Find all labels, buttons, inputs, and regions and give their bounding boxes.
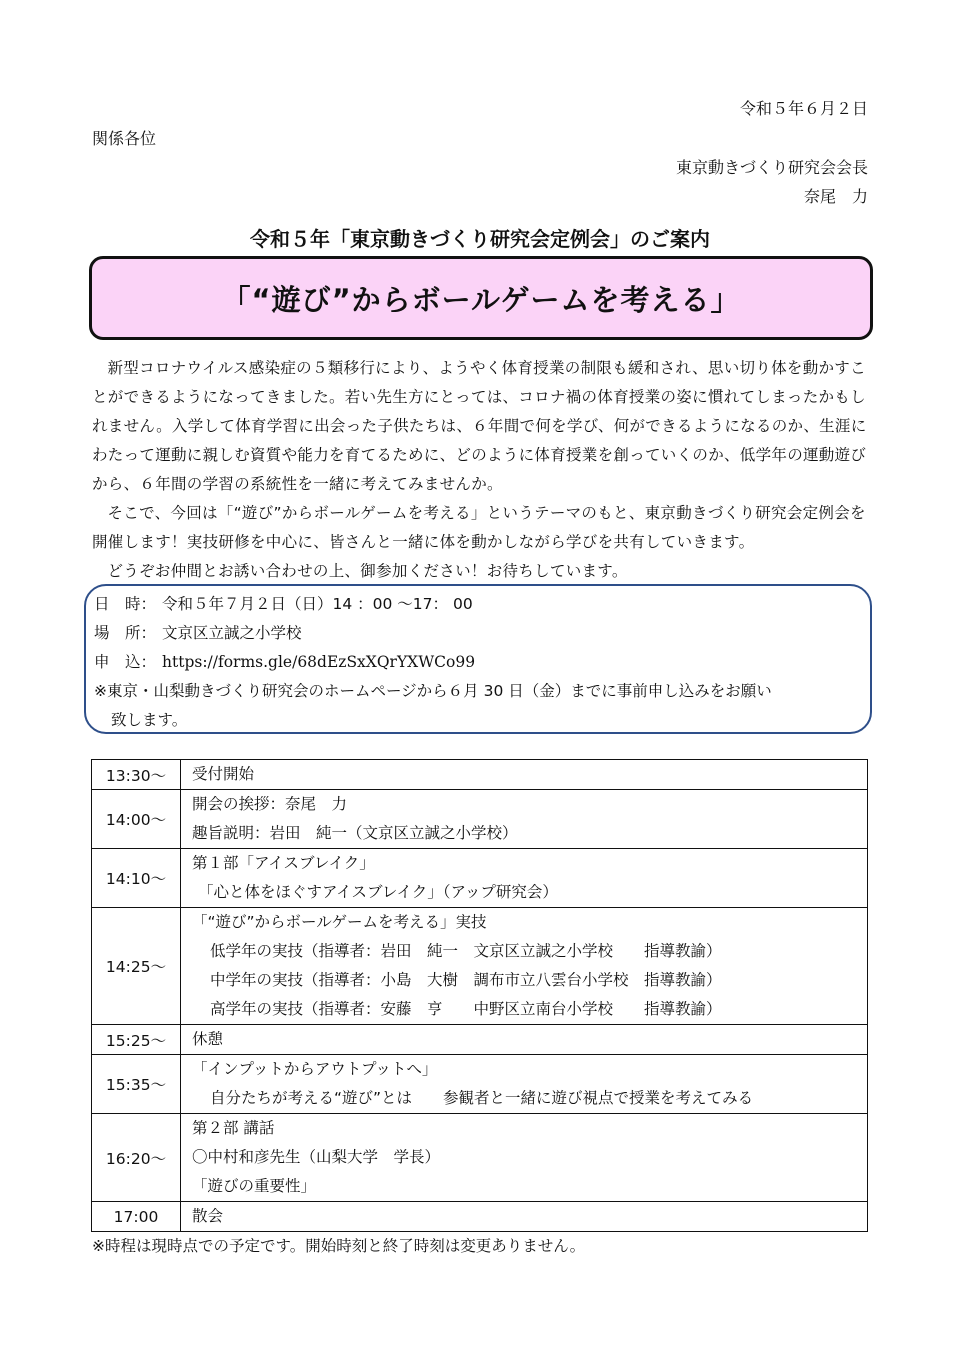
schedule-time: 17:00	[92, 1202, 181, 1232]
event-date-label: 日 時：	[94, 595, 157, 613]
event-date-row	[94, 590, 870, 619]
document-subtitle: 令和５年「東京動きづくり研究会定例会」のご案内	[250, 227, 710, 251]
schedule-row	[92, 760, 868, 790]
schedule-line: 受付開始	[192, 765, 255, 783]
event-place-row	[94, 619, 870, 648]
sender-name: 奈尾 力	[803, 187, 868, 206]
schedule-line: 散会	[192, 1207, 224, 1225]
schedule-time: 15:25～	[92, 1025, 181, 1055]
schedule-line: 低学年の実技（指導者：岩田 純一 文京区立誠之小学校 指導教諭）	[210, 942, 722, 960]
schedule-line: 休憩	[192, 1030, 224, 1048]
intro-paragraph: そこで、今回は「“遊び”からボールゲームを考える」というテーマのもと、東京動きづくり研究会定例会を開催します！実技研修を中心に、皆さんと一緒に体を動かしながら学びを共有していきます。	[92, 504, 866, 551]
schedule-description	[181, 1114, 868, 1202]
schedule-line: 「遊びの重要性」	[192, 1177, 317, 1195]
schedule-description	[181, 760, 868, 790]
schedule-time: 16:20～	[92, 1114, 181, 1202]
event-note-line: ※東京・山梨動きづくり研究会のホームページから６月 30 日（金）までに事前申し込みをお願い	[94, 682, 772, 700]
schedule-line: 「心と体をほぐすアイスブレイク」（アップ研究会）	[198, 883, 558, 901]
schedule-time: 13:30～	[92, 760, 181, 790]
schedule-line: 高学年の実技（指導者：安藤 亨 中野区立南台小学校 指導教諭）	[210, 1000, 722, 1018]
schedule-row	[92, 1114, 868, 1202]
sender-organization: 東京動きづくり研究会会長	[675, 158, 868, 177]
schedule-line: 「インプットからアウトプットへ」	[192, 1060, 438, 1078]
schedule-table	[91, 759, 868, 1232]
schedule-time: 15:35～	[92, 1055, 181, 1114]
application-link[interactable]: https://forms.gle/68dEzSxXQrYXWCo99	[162, 653, 476, 671]
schedule-time: 14:00～	[92, 790, 181, 849]
schedule-line: 「“遊び”からボールゲームを考える」実技	[192, 913, 487, 931]
schedule-time: 14:25～	[92, 908, 181, 1025]
event-place-label: 場 所：	[94, 624, 157, 642]
schedule-description	[181, 1202, 868, 1232]
intro-text	[92, 354, 868, 586]
schedule-description	[181, 1055, 868, 1114]
schedule-line: 趣旨説明：岩田 純一（文京区立誠之小学校）	[192, 824, 518, 842]
schedule-line: 〇中村和彦先生（山梨大学 学長）	[192, 1148, 441, 1166]
schedule-line: 開会の挨拶：奈尾 力	[192, 795, 348, 813]
intro-paragraph: 新型コロナウイルス感染症の５類移行により、ようやく体育授業の制限も緩和され、思い切り体を動かすことができるようになってきました。若い先生方にとっては、コロナ禍の体育授業の姿に慣れてしまったかもしれません。入学して体育学習に出会った子供たちは、６年間で何を学び、何ができるようになるのか、生涯にわたって運動に親しむ資質や能力を育てるために、どのように体育授業を創っていくのか、低学年の運動遊びから、６年間の学習の系統性を一緒に考えてみませんか。	[92, 359, 867, 493]
event-date-value: 令和５年７月２日（日）14 ：00 ～17： 00	[162, 595, 473, 613]
recipient: 関係各位	[92, 129, 157, 148]
schedule-row	[92, 1202, 868, 1232]
schedule-row	[92, 1025, 868, 1055]
footer-note: ※時程は現時点での予定です。開始時刻と終了時刻は変更ありません。	[92, 1237, 586, 1255]
document-date: 令和５年６月２日	[739, 99, 868, 118]
schedule-description	[181, 790, 868, 849]
schedule-row	[92, 849, 868, 908]
schedule-description	[181, 1025, 868, 1055]
schedule-time: 14:10～	[92, 849, 181, 908]
schedule-row	[92, 1055, 868, 1114]
title-box	[89, 256, 873, 340]
schedule-row	[92, 908, 868, 1025]
document-title: 「“遊び”からボールゲームを考える」	[221, 282, 741, 317]
intro-paragraph: どうぞお仲間とお誘い合わせの上、御参加ください！お待ちしています。	[107, 562, 628, 580]
schedule-description	[181, 849, 868, 908]
event-apply-row	[94, 648, 870, 677]
schedule-line: 第２部 講話	[192, 1119, 275, 1137]
schedule-line: 中学年の実技（指導者：小島 大樹 調布市立八雲台小学校 指導教諭）	[210, 971, 722, 989]
schedule-row	[92, 790, 868, 849]
event-place-value: 文京区立誠之小学校	[162, 624, 302, 642]
schedule-description	[181, 908, 868, 1025]
event-note-line: 致します。	[111, 711, 188, 729]
event-info-box	[84, 584, 872, 734]
schedule-line: 自分たちが考える“遊び”とは 参観者と一緒に遊び視点で授業を考えてみる	[210, 1089, 754, 1107]
event-apply-label: 申 込：	[94, 653, 157, 671]
schedule-line: 第１部「アイスブレイク」	[192, 854, 375, 872]
